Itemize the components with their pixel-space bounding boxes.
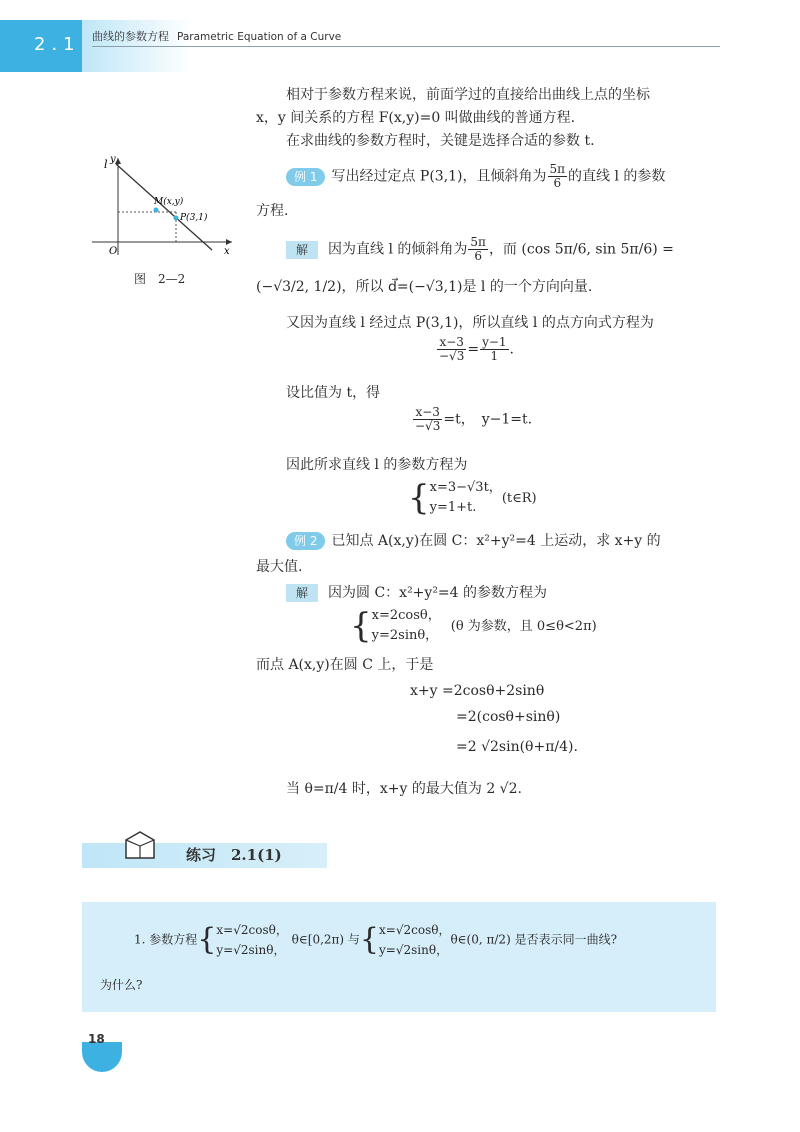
label-l: l xyxy=(104,158,108,171)
header-title xyxy=(92,28,341,44)
sol1-angle-den: 6 xyxy=(474,249,482,263)
intro-line-2: x，y 间关系的方程 F(x,y)=0 叫做曲线的普通方程. xyxy=(256,110,576,126)
example2-line-1 xyxy=(286,530,661,552)
example1-text-b: 的直线 l 的参数 xyxy=(568,168,666,185)
figure-line-diagram xyxy=(82,150,242,260)
eq2-ld: −√3 xyxy=(415,419,441,433)
calc-line-2: =2(cosθ+sinθ) xyxy=(456,709,561,725)
example1-text-a: 写出经过定点 P(3,1)，且倾斜角为 xyxy=(331,168,547,185)
figure-caption: 图 2—2 xyxy=(134,272,186,286)
sys1-line-b: y=1+t. xyxy=(429,500,477,515)
sys2-line-b: y=2sinθ， xyxy=(371,628,439,643)
q-text-a: 参数方程 xyxy=(149,932,198,947)
y-axis-arrow xyxy=(115,158,121,164)
sol2-l1: 因为圆 C：x²+y²=4 的参数方程为 xyxy=(328,585,548,601)
sol1-vec: (−√3/2, 1/2) xyxy=(256,279,342,295)
sol1-l2-text: ，所以 d⃗=(−√3,1)是 l 的一个方向向量. xyxy=(341,279,593,295)
sol1-l1b: ，而 xyxy=(488,241,517,258)
header-title-en: Parametric Equation of a Curve xyxy=(177,31,342,43)
solution1-line-3: 又因为直线 l 经过点 P(3,1)，所以直线 l 的点方向式方程为 xyxy=(286,315,654,331)
solution2-line-1 xyxy=(286,582,547,604)
sys2-cond: (θ 为参数，且 0≤θ<2π) xyxy=(450,619,597,634)
example2-line-2: 最大值. xyxy=(256,559,303,575)
solution1-line-1 xyxy=(286,236,674,263)
example1-line-1 xyxy=(286,163,665,190)
eq1-rd: 1 xyxy=(490,349,499,363)
q-brace-1: { xyxy=(197,922,217,957)
solution1-line-4: 设比值为 t，得 xyxy=(286,385,381,401)
eq2-ln: x−3 xyxy=(413,406,442,420)
solution1-tag: 解 xyxy=(286,241,318,259)
page-number: 18 xyxy=(88,1032,105,1046)
equation-point-direction xyxy=(436,336,514,363)
intro-line-1: 相对于参数方程来说，前面学过的直接给出曲线上点的坐标 xyxy=(286,87,650,103)
example1-line-2: 方程. xyxy=(256,203,289,219)
brace-2: { xyxy=(350,606,372,646)
q-domain-2: θ∈(0, π/2) 是否表示同一曲线? xyxy=(450,932,618,947)
sol1-cos-sin: (cos 5π/6, sin 5π/6) = xyxy=(521,241,674,258)
label-p: P(3,1) xyxy=(180,213,208,223)
eq1-rn: y−1 xyxy=(482,335,507,349)
angle-fraction xyxy=(548,163,568,190)
header-title-cn: 曲线的参数方程 xyxy=(92,30,169,43)
sol1-angle-fraction xyxy=(468,236,488,263)
sys2-lines xyxy=(372,606,441,646)
eq2-rest: =t， y−1=t. xyxy=(443,411,533,428)
q-domain-1: θ∈[0,2π) 与 xyxy=(291,932,360,947)
point-m xyxy=(154,208,159,213)
q-num: 1. xyxy=(134,932,146,947)
section-tab xyxy=(0,20,82,72)
header-rule xyxy=(92,46,720,47)
example1-tag: 例 1 xyxy=(286,168,325,186)
eq1-ln: x−3 xyxy=(437,336,466,350)
q-s1b: y=√2sinθ， xyxy=(216,943,286,957)
sys1-cond: (t∈R) xyxy=(501,491,537,506)
sol1-angle-num: 5π xyxy=(470,235,486,249)
example2-tag: 例 2 xyxy=(286,532,325,550)
brace-1: { xyxy=(408,478,430,518)
x-axis-arrow xyxy=(226,239,232,245)
eq1-ld: −√3 xyxy=(439,349,465,363)
eq1-eq: = xyxy=(467,341,480,358)
q-sys-1 xyxy=(216,920,287,960)
angle-num: 5π xyxy=(549,162,566,176)
intro-line-3: 在求曲线的参数方程时，关键是选择合适的参数 t. xyxy=(286,133,595,149)
exercise-question-tail: 为什么? xyxy=(100,978,143,992)
q-s2a: x=√2cosθ， xyxy=(379,923,451,937)
sys1-line-a: x=3−√3t， xyxy=(429,480,502,495)
example2-text-a: 已知点 A(x,y)在圆 C：x²+y²=4 上运动，求 x+y 的 xyxy=(331,533,661,549)
solution2-conclusion: 当 θ=π/4 时，x+y 的最大值为 2 √2. xyxy=(286,781,522,797)
eq1-right xyxy=(480,336,508,363)
solution1-line-5: 因此所求直线 l 的参数方程为 xyxy=(286,457,468,473)
equation-ratio xyxy=(412,406,532,433)
label-origin: O xyxy=(109,246,118,257)
calc-line-3: =2 √2sin(θ+π/4). xyxy=(456,739,578,755)
label-m: M(x,y) xyxy=(154,197,184,207)
calc-line-1: x+y =2cosθ+2sinθ xyxy=(410,683,545,699)
sol1-l1a: 因为直线 l 的倾斜角为 xyxy=(328,241,468,258)
point-p xyxy=(174,216,179,221)
section-number: 2.1 xyxy=(34,34,81,55)
q-s1a: x=√2cosθ， xyxy=(216,923,288,937)
sys1-lines xyxy=(430,478,502,518)
solution1-line-2 xyxy=(256,276,592,298)
q-brace-2: { xyxy=(359,922,380,957)
solution2-line-2: 而点 A(x,y)在圆 C 上，于是 xyxy=(256,657,434,673)
angle-den: 6 xyxy=(553,176,562,190)
exercise-title: 练习 2.1(1) xyxy=(186,846,282,864)
solution2-tag: 解 xyxy=(286,584,318,602)
exercise-question-1 xyxy=(134,920,617,960)
eq1-end: . xyxy=(509,341,514,358)
book-icon xyxy=(122,828,158,862)
eq1-left xyxy=(437,336,466,363)
sys2-line-a: x=2cosθ， xyxy=(371,608,441,623)
q-sys-2 xyxy=(379,920,450,960)
parametric-system-2 xyxy=(350,606,597,646)
q-s2b: y=√2sinθ， xyxy=(379,943,449,957)
parametric-system-1 xyxy=(408,478,537,518)
label-x: x xyxy=(224,246,230,257)
page-number-shape xyxy=(82,1042,122,1072)
eq2-left xyxy=(413,406,442,433)
label-y: y xyxy=(110,154,116,165)
line-l xyxy=(116,164,212,250)
